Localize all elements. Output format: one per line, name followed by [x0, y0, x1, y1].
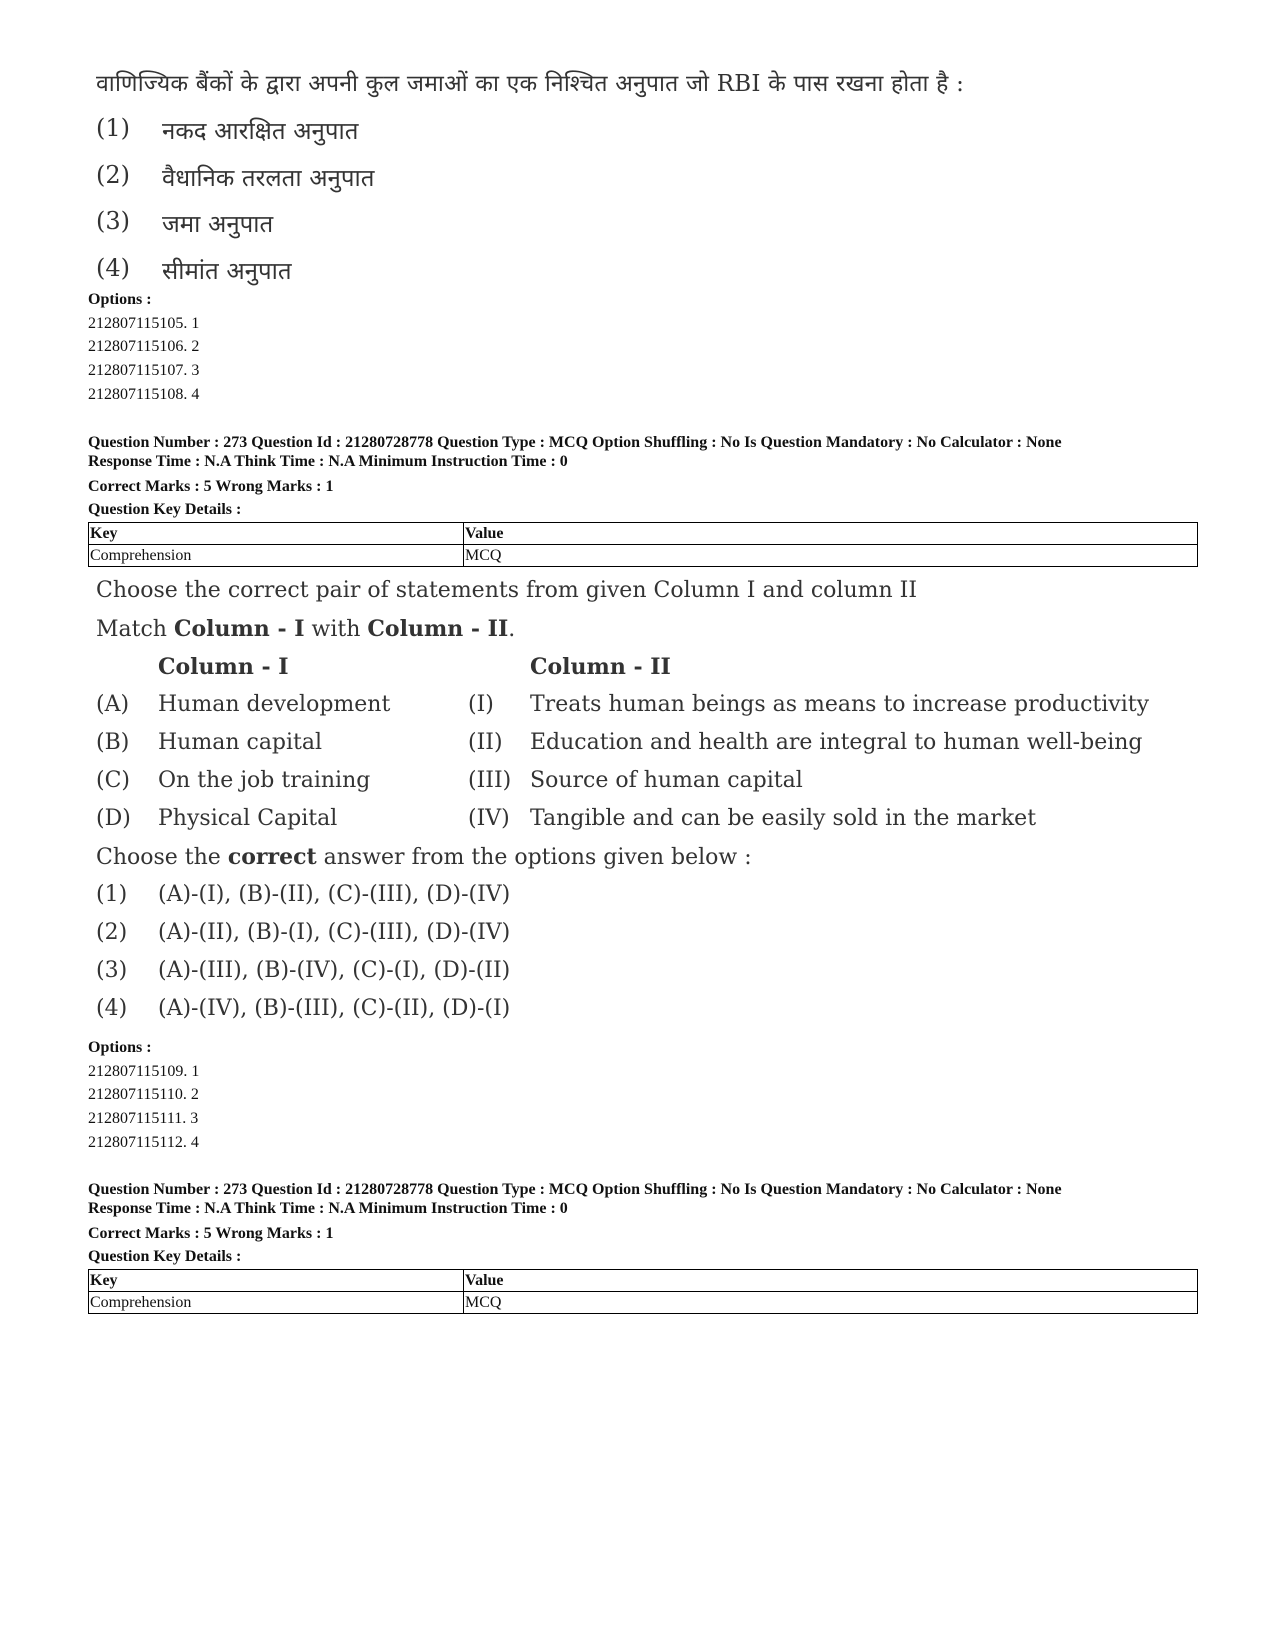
table-cell-value: MCQ — [464, 545, 1198, 567]
key-details-label: Question Key Details : — [88, 501, 242, 518]
choice-text: जमा अनुपात — [162, 210, 274, 238]
table-cell-key: Comprehension — [89, 1292, 464, 1314]
answer-choice: (4) (A)-(IV), (B)-(III), (C)-(II), (D)-(I) — [96, 996, 511, 1021]
option-id: 212807115112. 4 — [88, 1133, 199, 1151]
match-row: (C) On the job training (III) Source of human capital — [96, 768, 803, 793]
option-id: 212807115111. 3 — [88, 1110, 199, 1128]
options-block-2 — [88, 1036, 199, 1155]
table-header-key: Key — [89, 523, 464, 545]
question-meta-1 — [88, 434, 1198, 567]
table-header-row — [89, 1270, 1198, 1292]
choice-row — [96, 114, 374, 161]
options-label: Options : — [88, 1039, 152, 1056]
match-instruction: Match Column - I with Column - II. — [96, 616, 516, 642]
choice-row — [96, 161, 374, 208]
response-time-line: Response Time : N.A Think Time : N.A Minimum Instruction Time : 0 — [88, 452, 568, 470]
table-header-key: Key — [89, 1270, 464, 1292]
match-row: (B) Human capital (II) Education and health are integral to human well-being — [96, 730, 1143, 755]
key-value-table — [88, 1269, 1198, 1314]
choice-text: नकद आरक्षित अनुपात — [162, 117, 359, 145]
choice-number: (3) — [96, 207, 130, 235]
answer-choice: (3) (A)-(III), (B)-(IV), (C)-(I), (D)-(II) — [96, 958, 511, 983]
column-2-heading: Column - II — [530, 654, 671, 680]
table-cell-key: Comprehension — [89, 545, 464, 567]
response-time-line: Response Time : N.A Think Time : N.A Minimum Instruction Time : 0 — [88, 1199, 568, 1217]
marks-line: Correct Marks : 5 Wrong Marks : 1 — [88, 478, 334, 495]
choice-row — [96, 207, 374, 254]
table-header-value: Value — [464, 523, 1198, 545]
option-id: 212807115108. 4 — [88, 385, 200, 403]
option-id: 212807115107. 3 — [88, 362, 200, 380]
key-value-table — [88, 522, 1198, 567]
answer-choice: (1) (A)-(I), (B)-(II), (C)-(III), (D)-(IV) — [96, 882, 511, 907]
choice-number: (2) — [96, 160, 130, 189]
choice-text: सीमांत अनुपात — [162, 256, 292, 285]
match-row: (D) Physical Capital (IV) Tangible and can be easily sold in the market — [96, 806, 1037, 831]
question-273-intro: Choose the correct pair of statements from given Column I and column II — [96, 578, 918, 603]
document-page — [88, 0, 1198, 1651]
marks-line: Correct Marks : 5 Wrong Marks : 1 — [88, 1225, 334, 1242]
option-id: 212807115110. 2 — [88, 1086, 199, 1104]
question-meta-2 — [88, 1181, 1198, 1314]
table-row — [89, 1292, 1198, 1314]
answer-choice: (2) (A)-(II), (B)-(I), (C)-(III), (D)-(IV) — [96, 920, 511, 945]
question-273-body — [96, 575, 1196, 1031]
table-cell-value: MCQ — [464, 1292, 1198, 1314]
choose-instruction: Choose the correct answer from the options given below : — [96, 844, 752, 870]
option-id: 212807115109. 1 — [88, 1062, 200, 1080]
column-headings — [96, 651, 1196, 689]
options-block-1 — [88, 288, 199, 407]
question-272-choices — [96, 114, 374, 300]
question-meta-line: Question Number : 273 Question Id : 21280728778 Question Type : MCQ Option Shuffling : No Is Question Mandatory : No Calculator : None — [88, 1181, 1062, 1198]
match-row: (A) Human development (I) Treats human beings as means to increase productivity — [96, 692, 1150, 717]
choice-number: (4) — [96, 253, 130, 282]
choice-number: (1) — [96, 114, 130, 142]
key-details-label: Question Key Details : — [88, 1248, 242, 1265]
option-id: 212807115105. 1 — [88, 314, 200, 332]
choice-text: वैधानिक तरलता अनुपात — [162, 163, 375, 192]
option-id: 212807115106. 2 — [88, 338, 200, 356]
table-header-row — [89, 523, 1198, 545]
table-header-value: Value — [464, 1270, 1198, 1292]
question-meta-line: Question Number : 273 Question Id : 21280728778 Question Type : MCQ Option Shuffling : No Is Question Mandatory : No Calculator : None — [88, 434, 1062, 451]
table-row — [89, 545, 1198, 567]
column-1-heading: Column - I — [158, 654, 289, 680]
question-272-stem: वाणिज्यिक बैंकों के द्वारा अपनी कुल जमाओं का एक निश्चित अनुपात जो RBI के पास रखना होता है : — [96, 71, 965, 97]
options-label: Options : — [88, 291, 152, 308]
